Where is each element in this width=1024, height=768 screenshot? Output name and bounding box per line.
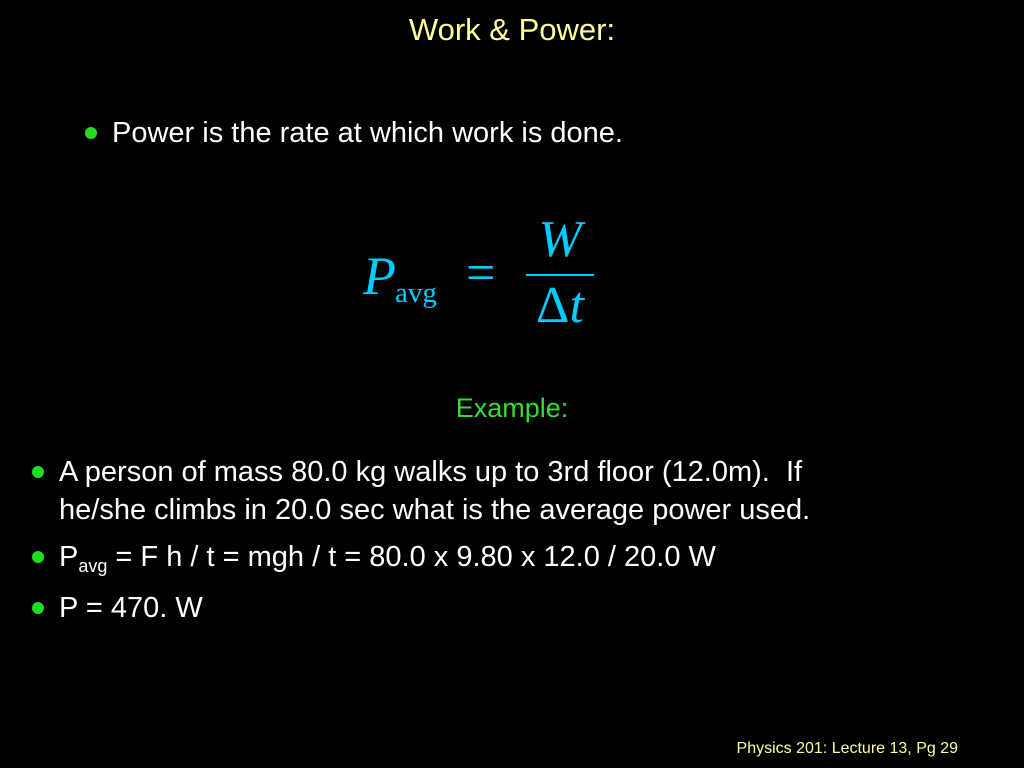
formula-equals: = <box>466 245 496 302</box>
example-problem-text <box>59 453 810 529</box>
calc-subscript: avg <box>78 556 108 576</box>
formula-numerator: W <box>538 211 582 268</box>
bullet-dot-icon <box>32 466 44 478</box>
example-heading: Example: <box>455 393 569 423</box>
time-symbol: t <box>569 277 584 334</box>
calc-symbol: P <box>59 541 79 573</box>
formula-power-symbol: P <box>363 246 396 306</box>
formula-subscript: avg <box>395 277 437 309</box>
power-formula <box>358 210 608 340</box>
bullet-dot-icon <box>32 602 44 614</box>
calc-expression: = F h / t = mgh / t = 80.0 x 9.80 x 12.0 / 20.0 W <box>107 541 716 573</box>
delta-symbol: Δ <box>536 277 570 334</box>
example-result-text: P = 470. W <box>59 592 203 624</box>
slide-title: Work & Power: <box>408 12 616 47</box>
example-problem-line-1: A person of mass 80.0 kg walks up to 3rd floor (12.0m). If <box>59 456 803 488</box>
formula-denominator <box>526 276 594 336</box>
example-result-bullet <box>32 589 203 627</box>
bullet-dot-icon <box>32 551 44 563</box>
bullet-dot-icon <box>85 127 97 139</box>
example-problem-line-2: he/she climbs in 20.0 sec what is the average power used. <box>59 494 811 526</box>
slide-footer: Physics 201: Lecture 13, Pg 29 <box>736 740 958 757</box>
example-calc-bullet <box>32 538 716 576</box>
example-calc-text <box>59 538 716 576</box>
intro-bullet-text: Power is the rate at which work is done. <box>112 117 623 149</box>
example-problem-bullet <box>32 453 810 529</box>
intro-bullet <box>85 114 623 152</box>
